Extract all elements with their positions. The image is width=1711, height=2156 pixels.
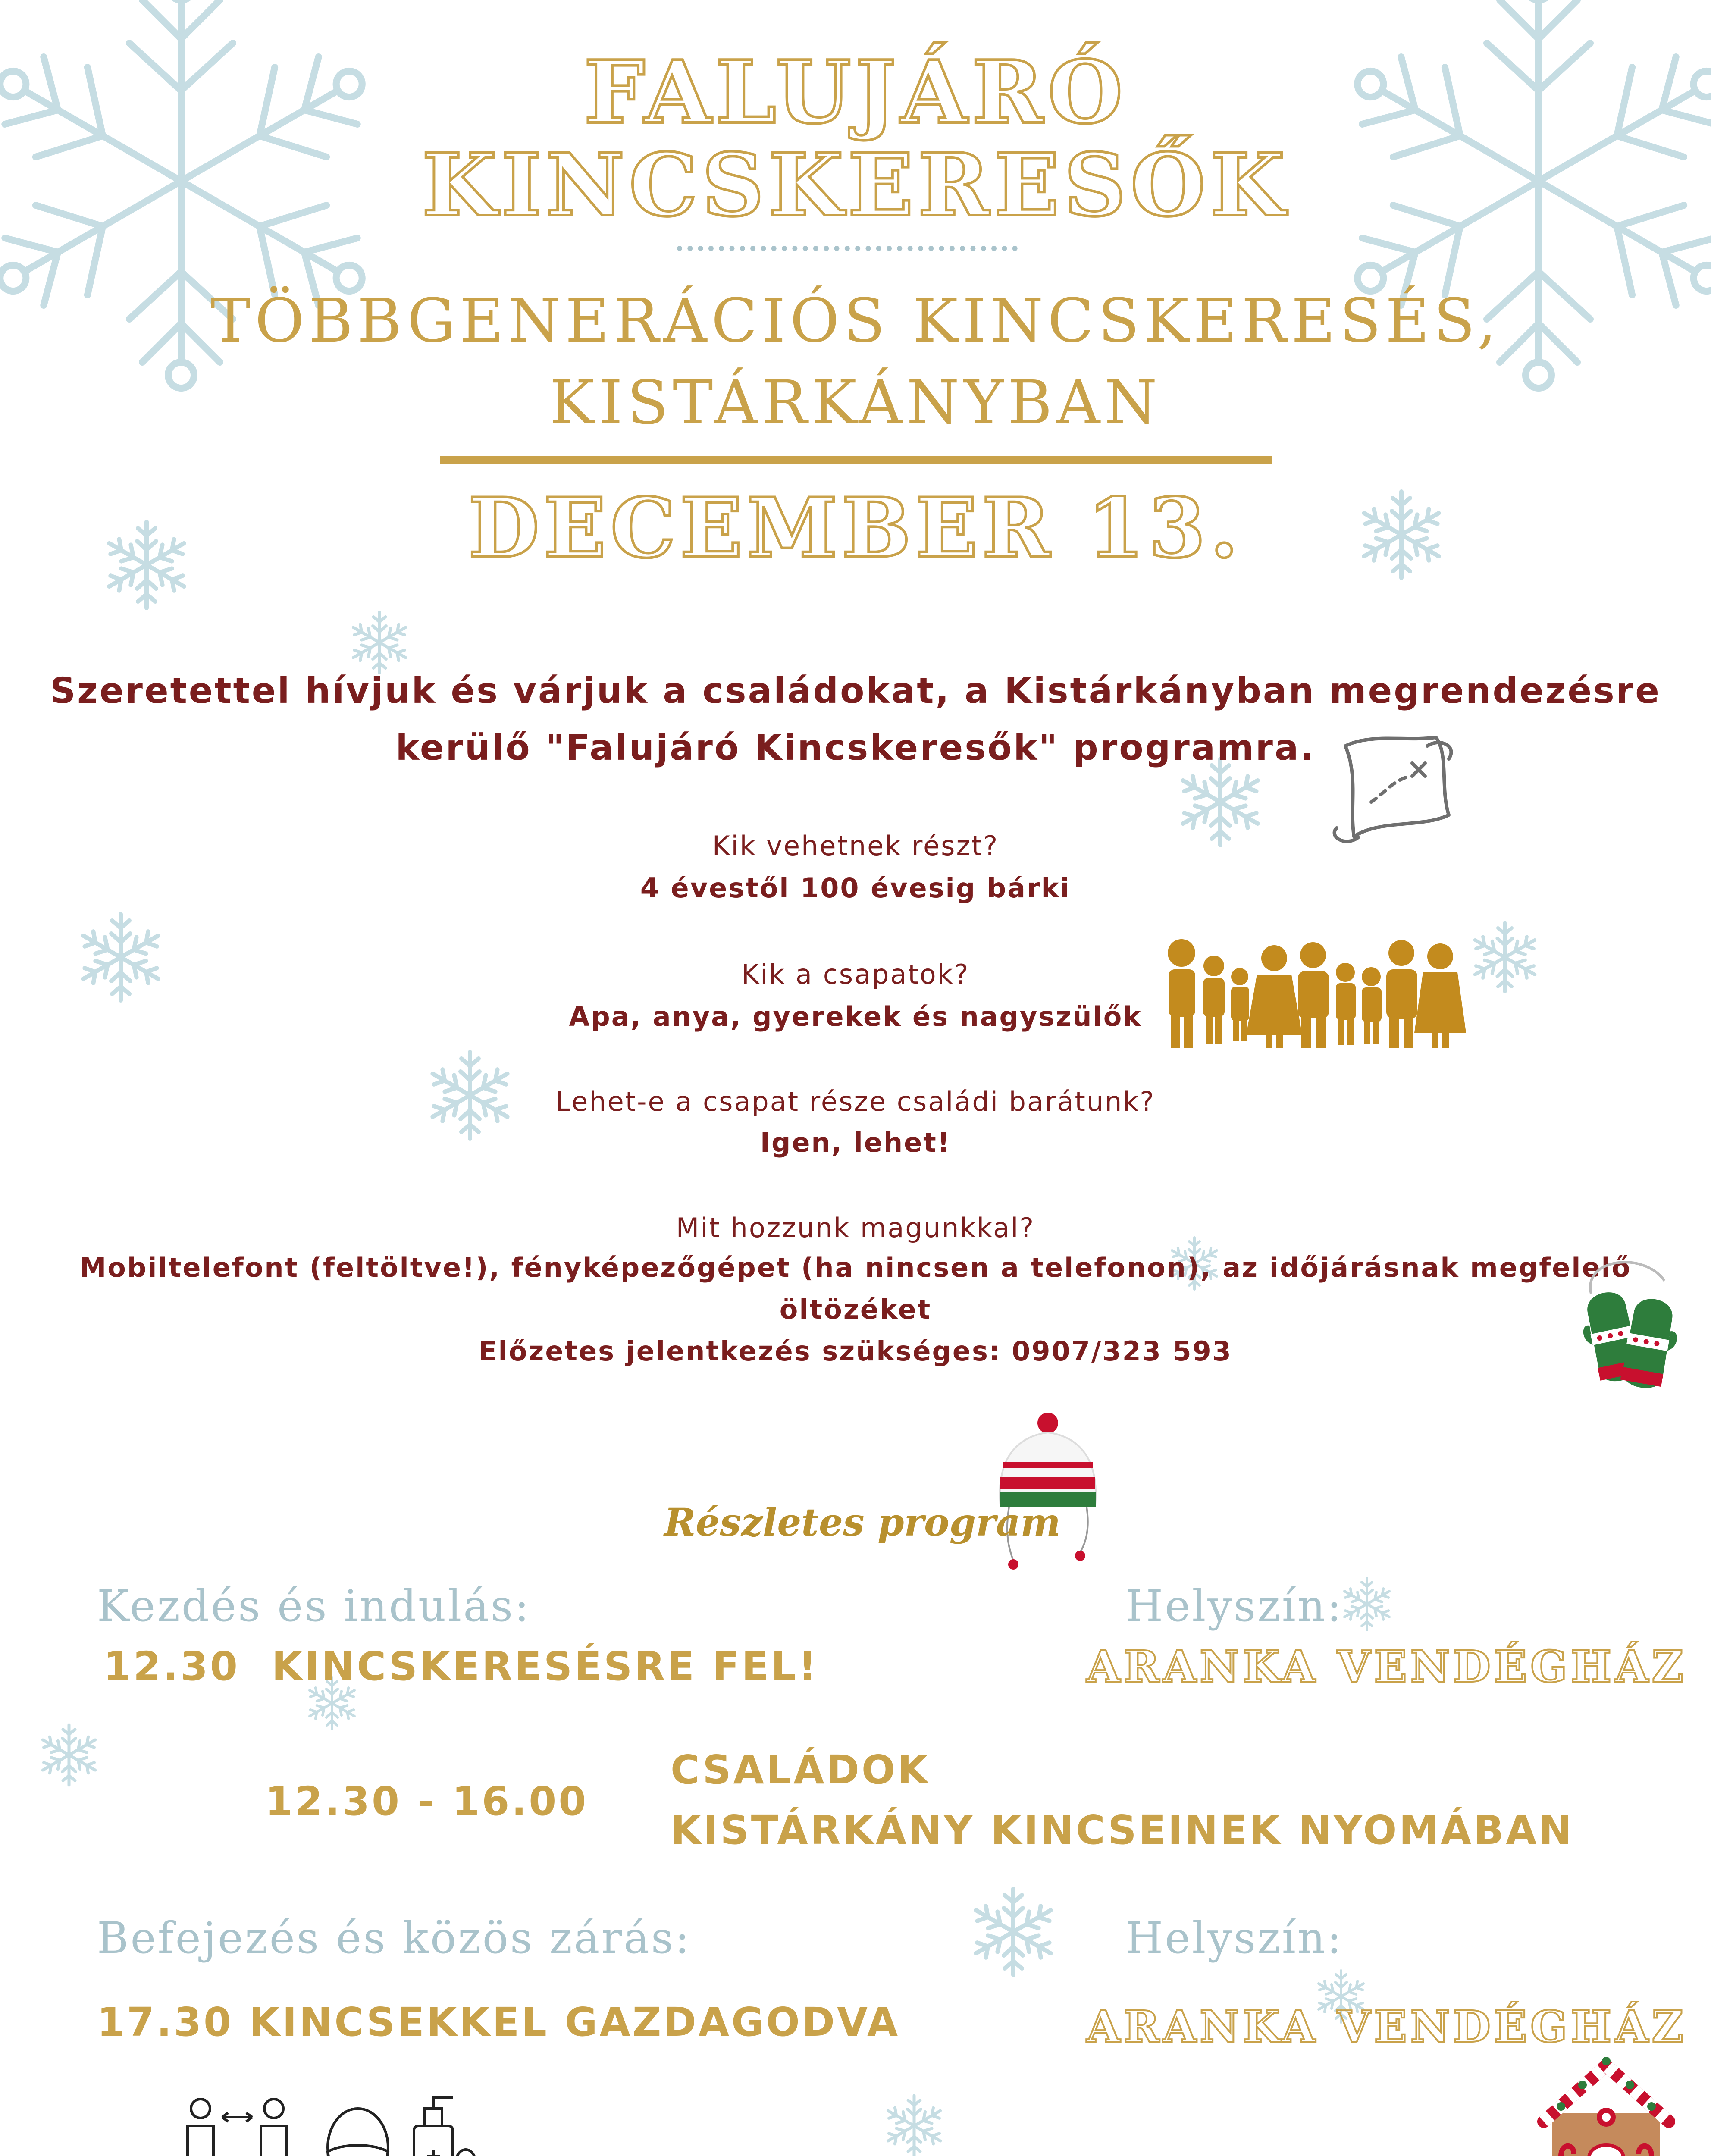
family-icon xyxy=(1160,936,1479,1052)
program-heading: Részletes program xyxy=(664,1500,1061,1545)
winter-hat-icon xyxy=(979,1406,1117,1578)
faq-question-2: Kik a csapatok? xyxy=(741,959,970,990)
start-item: 12.30 KINCSKERESÉSRE FEL! xyxy=(103,1643,819,1689)
faq-question-3: Lehet-e a csapat része családi barátunk? xyxy=(555,1086,1156,1117)
location-2: ARANKA VENDÉGHÁZ xyxy=(1087,2001,1687,2052)
registration-text: Előzetes jelentkezés szükséges: 0907/323 593 xyxy=(479,1335,1232,1367)
faq-answer-3: Igen, lehet! xyxy=(760,1127,951,1158)
start-label: Kezdés és indulás: xyxy=(97,1581,531,1631)
hand-sanitizer-icon xyxy=(401,2091,487,2156)
subtitle-line-1: TÖBBGENERÁCIÓS KINCSKERESÉS, xyxy=(210,286,1501,356)
mid-line-1: CSALÁDOK xyxy=(671,1747,931,1793)
intro-line-1: Szeretettel hívjuk és várjuk a családokat, a Kistárkányban megrendezésre xyxy=(50,671,1661,711)
mittens-icon xyxy=(1565,1242,1695,1406)
intro-line-2: kerülő "Falujáró Kincskeresők" programra. xyxy=(395,727,1316,768)
gingerbread-house-icon xyxy=(1535,2057,1677,2156)
faq-answer-4-line-2: öltözéket xyxy=(779,1294,932,1325)
dotted-divider xyxy=(677,246,1018,251)
snowflake-icon xyxy=(1337,1574,1406,1643)
faq-answer-1: 4 évestől 100 évesig bárki xyxy=(640,872,1071,904)
mid-time: 12.30 - 16.00 xyxy=(265,1778,589,1824)
snowflake-icon xyxy=(880,2091,957,2156)
title-line-1: FALUJÁRÓ xyxy=(584,42,1127,143)
faq-answer-2: Apa, anya, gyerekek és nagyszülők xyxy=(569,1001,1142,1032)
snowflake-icon xyxy=(970,1889,1065,1984)
location-label-1: Helyszín: xyxy=(1125,1581,1343,1631)
gold-divider xyxy=(440,456,1272,464)
mid-line-2: KISTÁRKÁNY KINCSEINEK NYOMÁBAN xyxy=(671,1807,1574,1853)
face-mask-icon xyxy=(317,2104,399,2156)
snowflake-icon xyxy=(34,1720,112,1798)
location-label-2: Helyszín: xyxy=(1125,1913,1343,1963)
end-item: 17.30 KINCSEKKEL GAZDAGODVA xyxy=(97,1999,900,2045)
subtitle-line-2: KISTÁRKÁNYBAN xyxy=(549,368,1162,438)
event-date: DECEMBER 13. xyxy=(468,480,1243,576)
title-line-2: KINCSKERESŐK xyxy=(422,135,1289,236)
faq-question-1: Kik vehetnek részt? xyxy=(712,830,999,862)
social-distance-icon xyxy=(181,2091,293,2156)
end-label: Befejezés és közös zárás: xyxy=(97,1913,691,1963)
faq-answer-4: Mobiltelefont (feltöltve!), fényképezőgépet (ha nincsen a telefonon), az időjárásnak megfelelő xyxy=(79,1252,1632,1283)
faq-question-4: Mit hozzunk magunkkal? xyxy=(676,1212,1035,1244)
location-1: ARANKA VENDÉGHÁZ xyxy=(1087,1641,1687,1692)
